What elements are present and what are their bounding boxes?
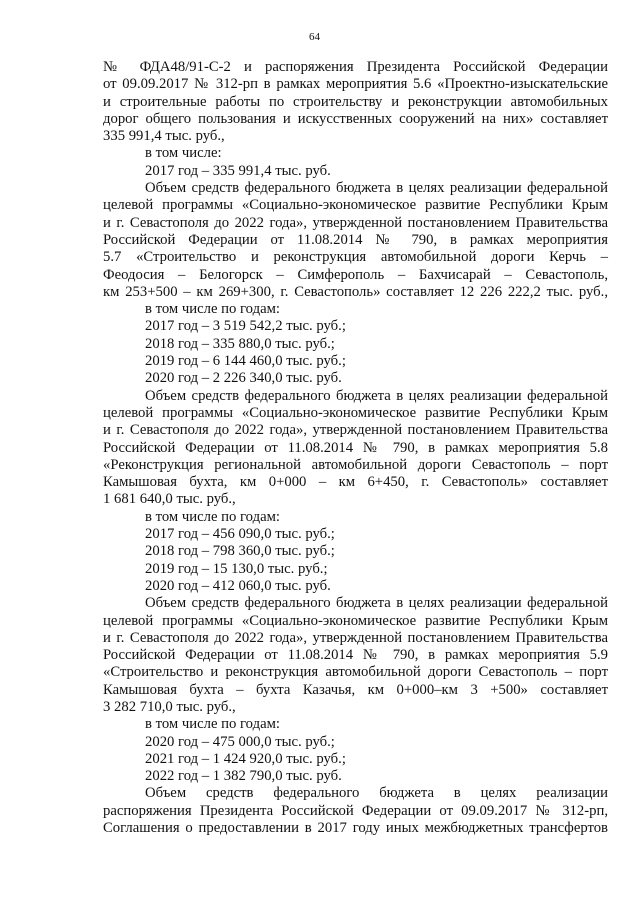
text-line: 2019 год – 15 130,0 тыс. руб.; bbox=[145, 560, 328, 577]
text-line: км 253+500 – км 269+300, г. Севастополь» составляет 12 226 222,2 тыс. руб., bbox=[103, 283, 608, 300]
text-line: Российской Федерации от 11.08.2014 № 790, в рамках мероприятия 5.9 bbox=[103, 647, 608, 664]
text-line: Объем средств федерального бюджета в целях реализации федеральной bbox=[145, 387, 608, 404]
text-line: Камышовая бухта, км 0+000 – км 6+450, г. Севастополь» составляет bbox=[103, 474, 608, 491]
text-line: 1 681 640,0 тыс. руб., bbox=[103, 491, 236, 508]
text-line: в том числе: bbox=[145, 145, 222, 162]
text-line: «Строительство и реконструкция автомобильной дороги Севастополь – порт bbox=[103, 664, 608, 681]
text-line: Российской Федерации от 11.08.2014 № 790, в рамках мероприятия 5.8 bbox=[103, 439, 608, 456]
text-line: 3 282 710,0 тыс. руб., bbox=[103, 698, 236, 715]
text-line: в том числе по годам: bbox=[145, 508, 280, 525]
text-line: 2021 год – 1 424 920,0 тыс. руб.; bbox=[145, 750, 346, 767]
text-line: Камышовая бухта – бухта Казачья, км 0+000–км 3 +500» составляет bbox=[103, 681, 608, 698]
text-line: целевой программы «Социально-экономическое развитие Республики Крым bbox=[103, 612, 608, 629]
text-line: 2018 год – 798 360,0 тыс. руб.; bbox=[145, 543, 335, 560]
text-line: дорог общего пользования и искусственных сооружений на них» составляет bbox=[103, 110, 608, 127]
text-line: 2017 год – 3 519 542,2 тыс. руб.; bbox=[145, 318, 346, 335]
text-line: от 09.09.2017 № 312-рп в рамках мероприятия 5.6 «Проектно-изыскательские bbox=[103, 76, 608, 93]
text-line: и строительные работы по строительству и реконструкции автомобильных bbox=[103, 93, 608, 110]
page-number: 64 bbox=[309, 31, 320, 43]
text-line: распоряжения Президента Российской Федерации от 09.09.2017 № 312-рп, bbox=[103, 802, 608, 819]
text-line: 2020 год – 2 226 340,0 тыс. руб. bbox=[145, 370, 342, 387]
text-line: 335 991,4 тыс. руб., bbox=[103, 128, 225, 145]
text-line: Российской Федерации от 11.08.2014 № 790, в рамках мероприятия bbox=[103, 231, 608, 248]
text-line: Объем средств федерального бюджета в целях реализации федеральной bbox=[145, 180, 608, 197]
text-line: Объем средств федерального бюджета в целях реализации bbox=[145, 785, 608, 802]
text-line: целевой программы «Социально-экономическое развитие Республики Крым bbox=[103, 197, 608, 214]
text-line: целевой программы «Социально-экономическое развитие Республики Крым bbox=[103, 404, 608, 421]
text-line: Соглашения о предоставлении в 2017 году иных межбюджетных трансфертов bbox=[103, 820, 608, 837]
text-line: Феодосия – Белогорск – Симферополь – Бахчисарай – Севастополь, bbox=[103, 266, 608, 283]
text-line: 2020 год – 475 000,0 тыс. руб.; bbox=[145, 733, 335, 750]
text-line: в том числе по годам: bbox=[145, 716, 280, 733]
text-line: 2017 год – 456 090,0 тыс. руб.; bbox=[145, 526, 335, 543]
text-line: в том числе по годам: bbox=[145, 301, 280, 318]
text-line: 2020 год – 412 060,0 тыс. руб. bbox=[145, 577, 331, 594]
text-line: 2018 год – 335 880,0 тыс. руб.; bbox=[145, 335, 335, 352]
text-line: 2019 год – 6 144 460,0 тыс. руб.; bbox=[145, 353, 346, 370]
text-line: № ФДА48/91-С-2 и распоряжения Президента Российской Федерации bbox=[103, 59, 608, 75]
text-line: «Реконструкция региональной автомобильной дороги Севастополь – порт bbox=[103, 456, 608, 473]
text-line: 2017 год – 335 991,4 тыс. руб. bbox=[145, 162, 331, 179]
text-line: и г. Севастополя до 2022 года», утвержденной постановлением Правительства bbox=[103, 422, 608, 439]
text-line: и г. Севастополя до 2022 года», утвержденной постановлением Правительства bbox=[103, 214, 608, 231]
text-line: 5.7 «Строительство и реконструкция автомобильной дороги Керчь – bbox=[103, 249, 608, 266]
text-line: 2022 год – 1 382 790,0 тыс. руб. bbox=[145, 768, 342, 785]
document-body bbox=[103, 59, 608, 837]
text-line: Объем средств федерального бюджета в целях реализации федеральной bbox=[145, 595, 608, 612]
text-line: и г. Севастополя до 2022 года», утвержденной постановлением Правительства bbox=[103, 629, 608, 646]
